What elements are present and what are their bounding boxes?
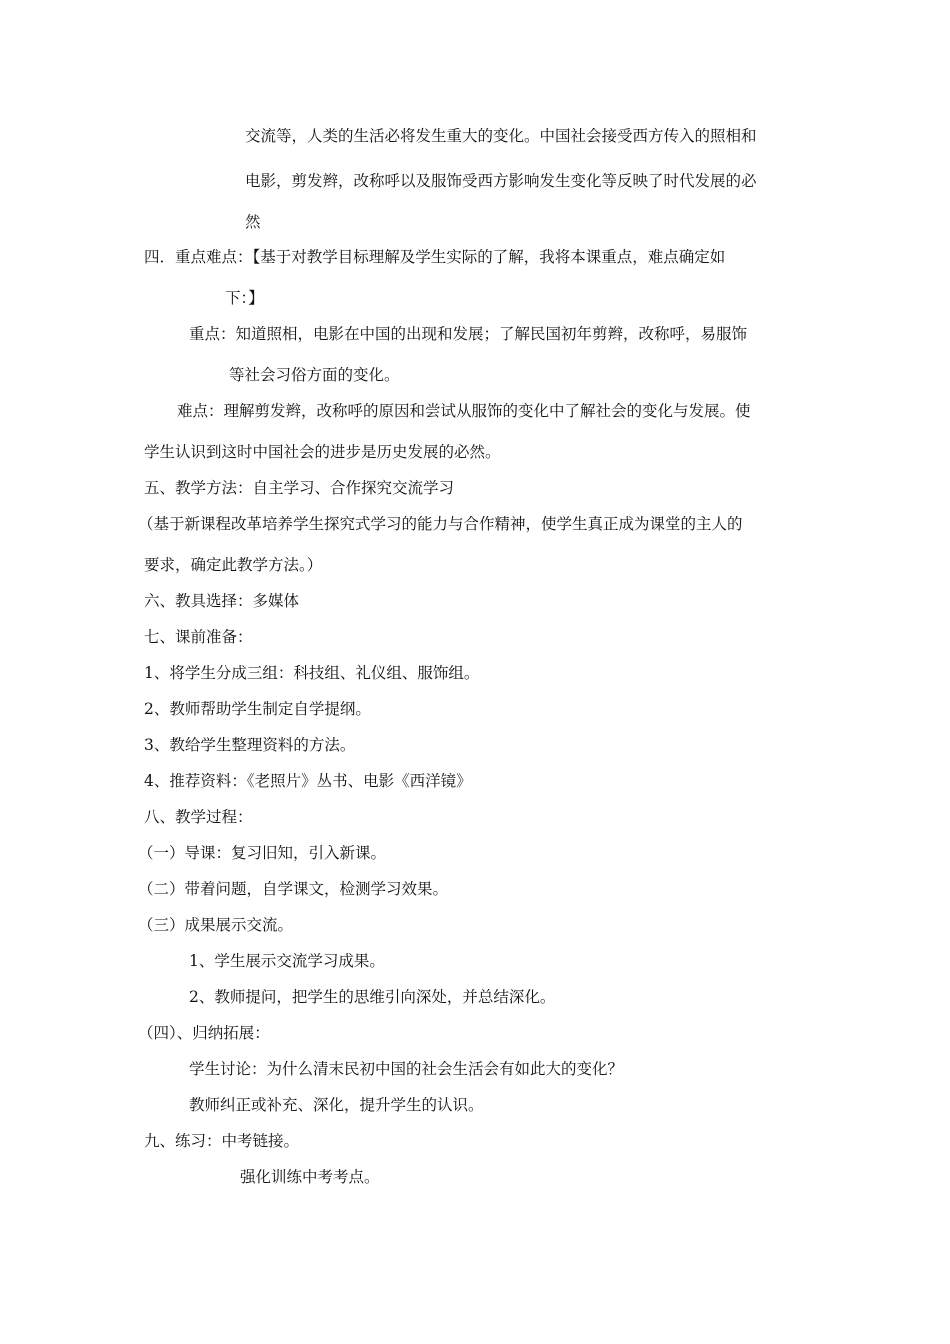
list-item: 2、教师帮助学生制定自学提纲。 [144,700,371,718]
text-line: 教师纠正或补充、深化，提升学生的认识。 [189,1096,484,1114]
list-item: （四）、归纳拓展： [138,1024,270,1042]
text-line: 学生认识到这时中国社会的进步是历史发展的必然。 [144,443,501,461]
text-line: 重点：知道照相，电影在中国的出现和发展；了解民国初年剪辫，改称呼，易服饰 [189,325,748,343]
text-line: 难点：理解剪发辫，改称呼的原因和尝试从服饰的变化中了解社会的变化与发展。使 [177,402,751,420]
list-item: 2、教师提问，把学生的思维引向深处，并总结深化。 [189,988,556,1006]
text-line: 要求，确定此教学方法。） [144,556,323,574]
list-item: 1、学生展示交流学习成果。 [189,952,385,970]
section-heading: 六、教具选择：多媒体 [144,592,300,610]
text-line: 然 [245,213,261,231]
text-line: 等社会习俗方面的变化。 [229,366,400,384]
text-line: 学生讨论：为什么清末民初中国的社会生活会有如此大的变化？ [189,1060,624,1078]
list-item: （一）导课：复习旧知，引入新课。 [138,844,387,862]
text-line: （基于新课程改革培养学生探究式学习的能力与合作精神，使学生真正成为课堂的主人的 [138,515,743,533]
text-line: 强化训练中考考点。 [240,1168,380,1186]
list-item: 3、教给学生整理资料的方法。 [144,736,356,754]
section-heading: 九、练习：中考链接。 [144,1132,300,1150]
list-item: 4、推荐资料：《老照片》丛书、电影《西洋镜》 [144,772,472,790]
section-heading: 八、教学过程： [144,808,253,826]
section-heading: 七、课前准备： [144,628,253,646]
text-line: 下：】 [225,289,264,307]
section-heading: 五、教学方法：自主学习、合作探究交流学习 [144,479,455,497]
text-line: 电影，剪发辫，改称呼以及服饰受西方影响发生变化等反映了时代发展的必 [245,172,757,190]
list-item: （二）带着问题，自学课文，检测学习效果。 [138,880,449,898]
text-line: 交流等，人类的生活必将发生重大的变化。中国社会接受西方传入的照相和 [245,127,757,145]
list-item: （三）成果展示交流。 [138,916,294,934]
list-item: 1、将学生分成三组：科技组、礼仪组、服饰组。 [144,664,480,682]
section-heading: 四．重点难点：【基于对教学目标理解及学生实际的了解，我将本课重点，难点确定如 [144,248,726,266]
